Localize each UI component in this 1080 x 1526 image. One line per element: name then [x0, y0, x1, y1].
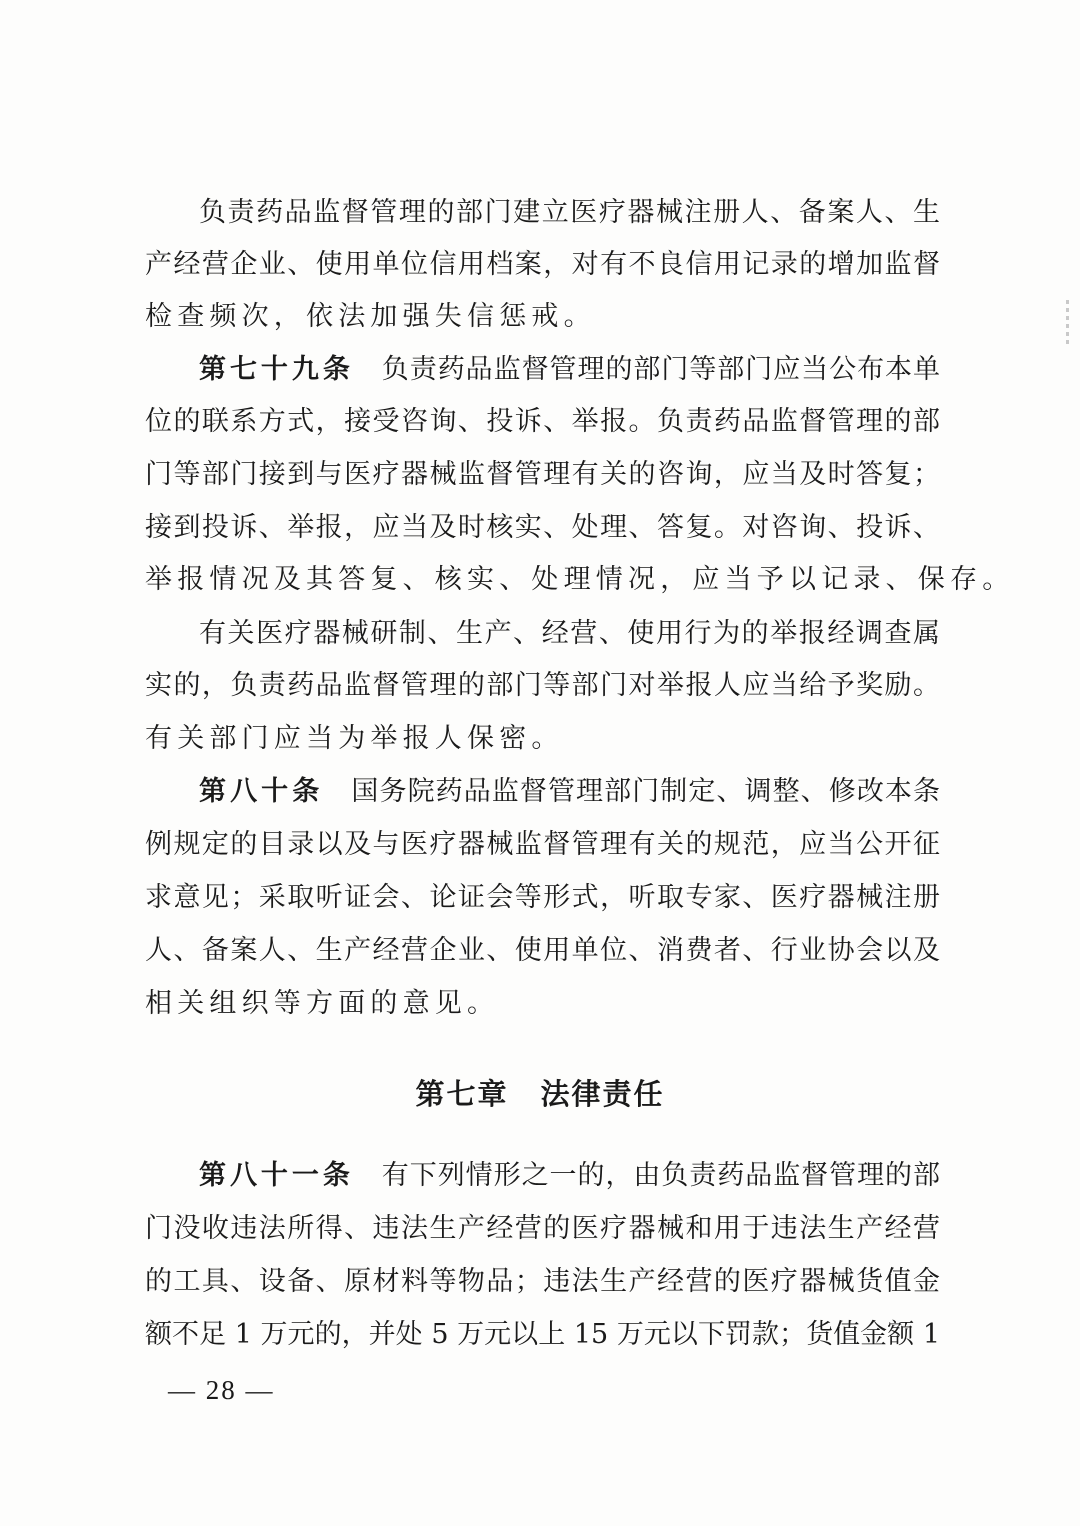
paragraph-line: 举报情况及其答复、核实、处理情况，应当予以记录、保存。 [145, 564, 1015, 595]
paragraph-line: 位的联系方式，接受咨询、投诉、举报。负责药品监督管理的部 [145, 406, 940, 437]
paragraph-line: 的工具、设备、原材料等物品；违法生产经营的医疗器械货值金 [145, 1266, 940, 1297]
article-heading: 第七十九条 [199, 354, 354, 385]
paragraph-line: 检查频次，依法加强失信惩戒。 [145, 301, 596, 332]
article-heading: 第八十条 [199, 776, 324, 807]
paragraph-line: 实的，负责药品监督管理的部门等部门对举报人应当给予奖励。 [145, 670, 940, 701]
paragraph-line: 人、备案人、生产经营企业、使用单位、消费者、行业协会以及 [145, 935, 940, 966]
paragraph-line: 额不足 1 万元的，并处 5 万元以上 15 万元以下罚款；货值金额 1 [145, 1319, 940, 1350]
paragraph-line: 门没收违法所得、违法生产经营的医疗器械和用于违法生产经营 [145, 1213, 940, 1244]
article-heading: 第八十一条 [199, 1160, 354, 1191]
paragraph-line: 例规定的目录以及与医疗器械监督管理有关的规范，应当公开征 [145, 829, 940, 860]
paragraph-line: 有关医疗器械研制、生产、经营、使用行为的举报经调查属 [199, 618, 940, 649]
article-79-first-line: 第七十九条 负责药品监督管理的部门等部门应当公布本单 [199, 354, 941, 385]
paragraph-line: 门等部门接到与医疗器械监督管理有关的咨询，应当及时答复； [145, 459, 940, 490]
paragraph-line: 产经营企业、使用单位信用档案，对有不良信用记录的增加监督 [145, 249, 940, 280]
page-number: — 28 — [168, 1375, 275, 1405]
paragraph-line: 接到投诉、举报，应当及时核实、处理、答复。对咨询、投诉、 [145, 512, 940, 543]
article-81-first-line: 第八十一条 有下列情形之一的，由负责药品监督管理的部 [199, 1160, 941, 1191]
paragraph-line: 负责药品监督管理的部门建立医疗器械注册人、备案人、生 [199, 197, 940, 228]
chapter-title: 法律责任 [540, 1077, 665, 1111]
paragraph-line: 求意见；采取听证会、论证会等形式，听取专家、医疗器械注册 [145, 882, 940, 913]
chapter-heading [0, 1072, 1080, 1113]
paragraph-line: 有关部门应当为举报人保密。 [145, 723, 564, 754]
scan-edge-mark [1066, 300, 1069, 345]
paragraph-line: 相关组织等方面的意见。 [145, 988, 500, 1019]
article-80-first-line: 第八十条 国务院药品监督管理部门制定、调整、修改本条 [199, 776, 941, 807]
chapter-number: 第七章 [415, 1077, 509, 1111]
